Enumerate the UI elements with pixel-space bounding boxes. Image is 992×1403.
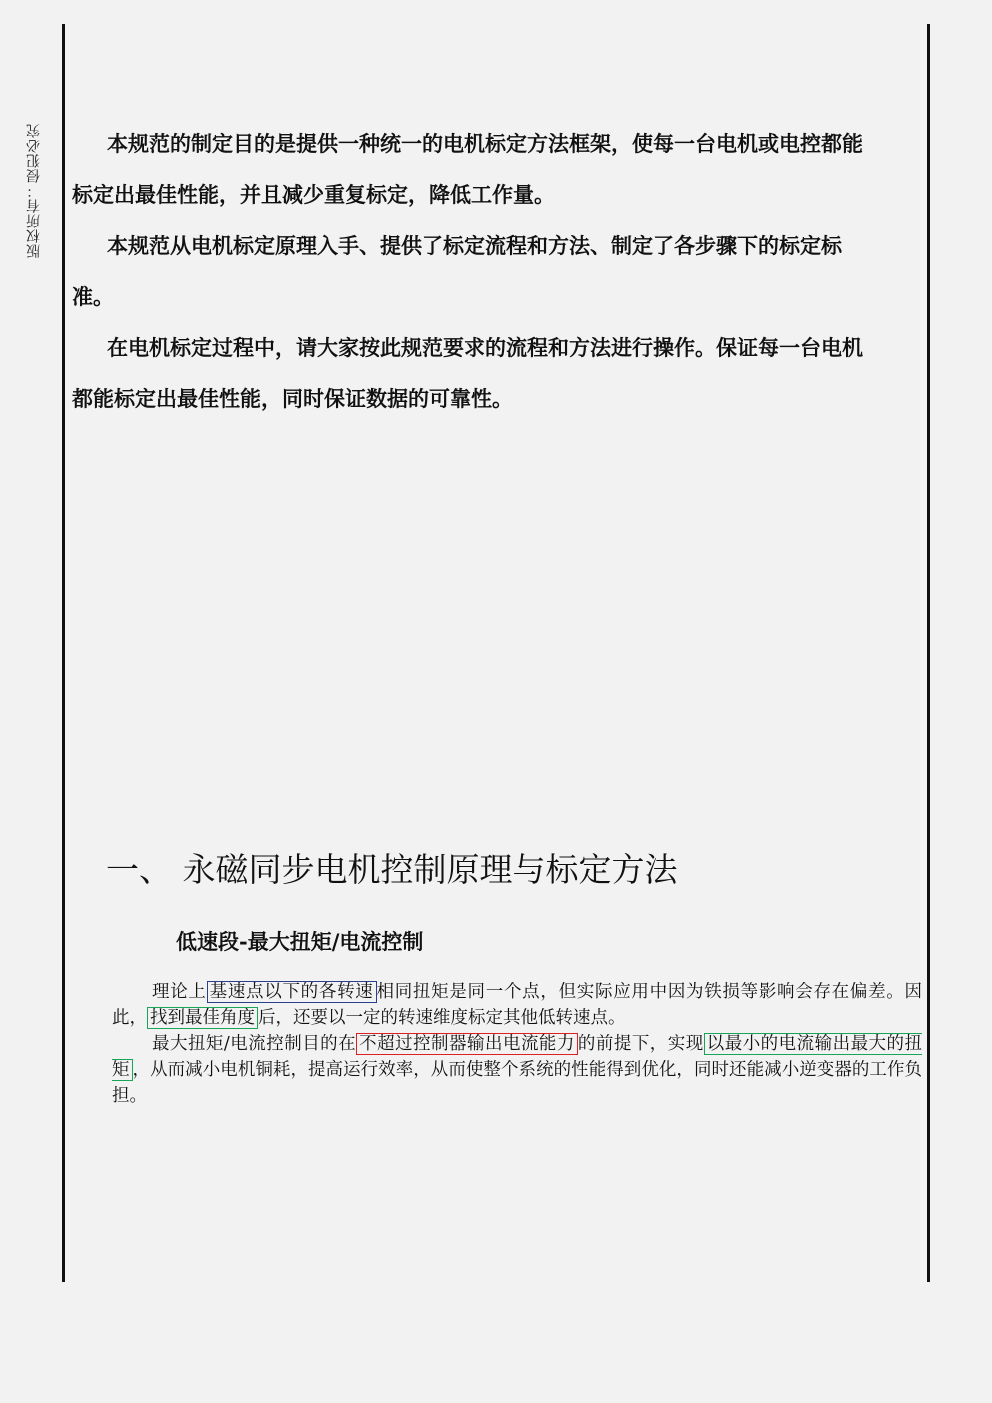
section-title: 一、 永磁同步电机控制原理与标定方法 [106,850,678,889]
intro-section [72,119,872,425]
subtitle-bold: 低速段 [176,930,239,954]
highlight-current-limit: 不超过控制器输出电流能力 [356,1033,578,1055]
highlight-base-speed: 基速点以下的各转速 [207,981,377,1003]
p1-text-b: 相同扭矩是同一个点，但实际应用中因为铁损等影响会存在偏差。因此， [112,982,923,1028]
subtitle-rest: -最大扭矩/电流控制 [239,929,424,954]
body-paragraph-2 [112,1031,922,1109]
intro-paragraph-3: 在电机标定过程中，请大家按此规范要求的流程和方法进行操作。保证每一台电机都能标定出最佳性能，同时保证数据的可靠性。 [72,336,863,411]
copyright-note: 版权所有：侵犯必究 [26,123,42,258]
body-paragraph-1 [112,979,922,1031]
body-text [112,979,922,1109]
p1-text-c: 后，还要以一定的转速维度标定其他低转速点。 [258,1008,626,1028]
p2-text-b: 的前提下，实现 [577,1034,704,1054]
highlight-best-angle: 找到最佳角度 [147,1007,258,1029]
intro-paragraph-2: 本规范从电机标定原理入手、提供了标定流程和方法、制定了各步骤下的标定标准。 [72,234,842,309]
p2-text-c: ，从而减小电机铜耗，提高运行效率，从而使整个系统的性能得到优化，同时还能减小逆变器的工作负担。 [112,1060,922,1106]
left-margin-rule [62,24,65,1282]
right-margin-rule [927,24,930,1282]
p2-text-a: 最大扭矩/电流控制目的在 [152,1034,357,1054]
section-subtitle [176,925,423,959]
highlight-max-torque: 以最小的电流输出最大的扭矩 [112,1034,923,1080]
p1-text-a: 理论上 [152,982,207,1002]
intro-paragraph-1: 本规范的制定目的是提供一种统一的电机标定方法框架，使每一台电机或电控都能标定出最佳性能，并且减少重复标定，降低工作量。 [72,132,863,207]
